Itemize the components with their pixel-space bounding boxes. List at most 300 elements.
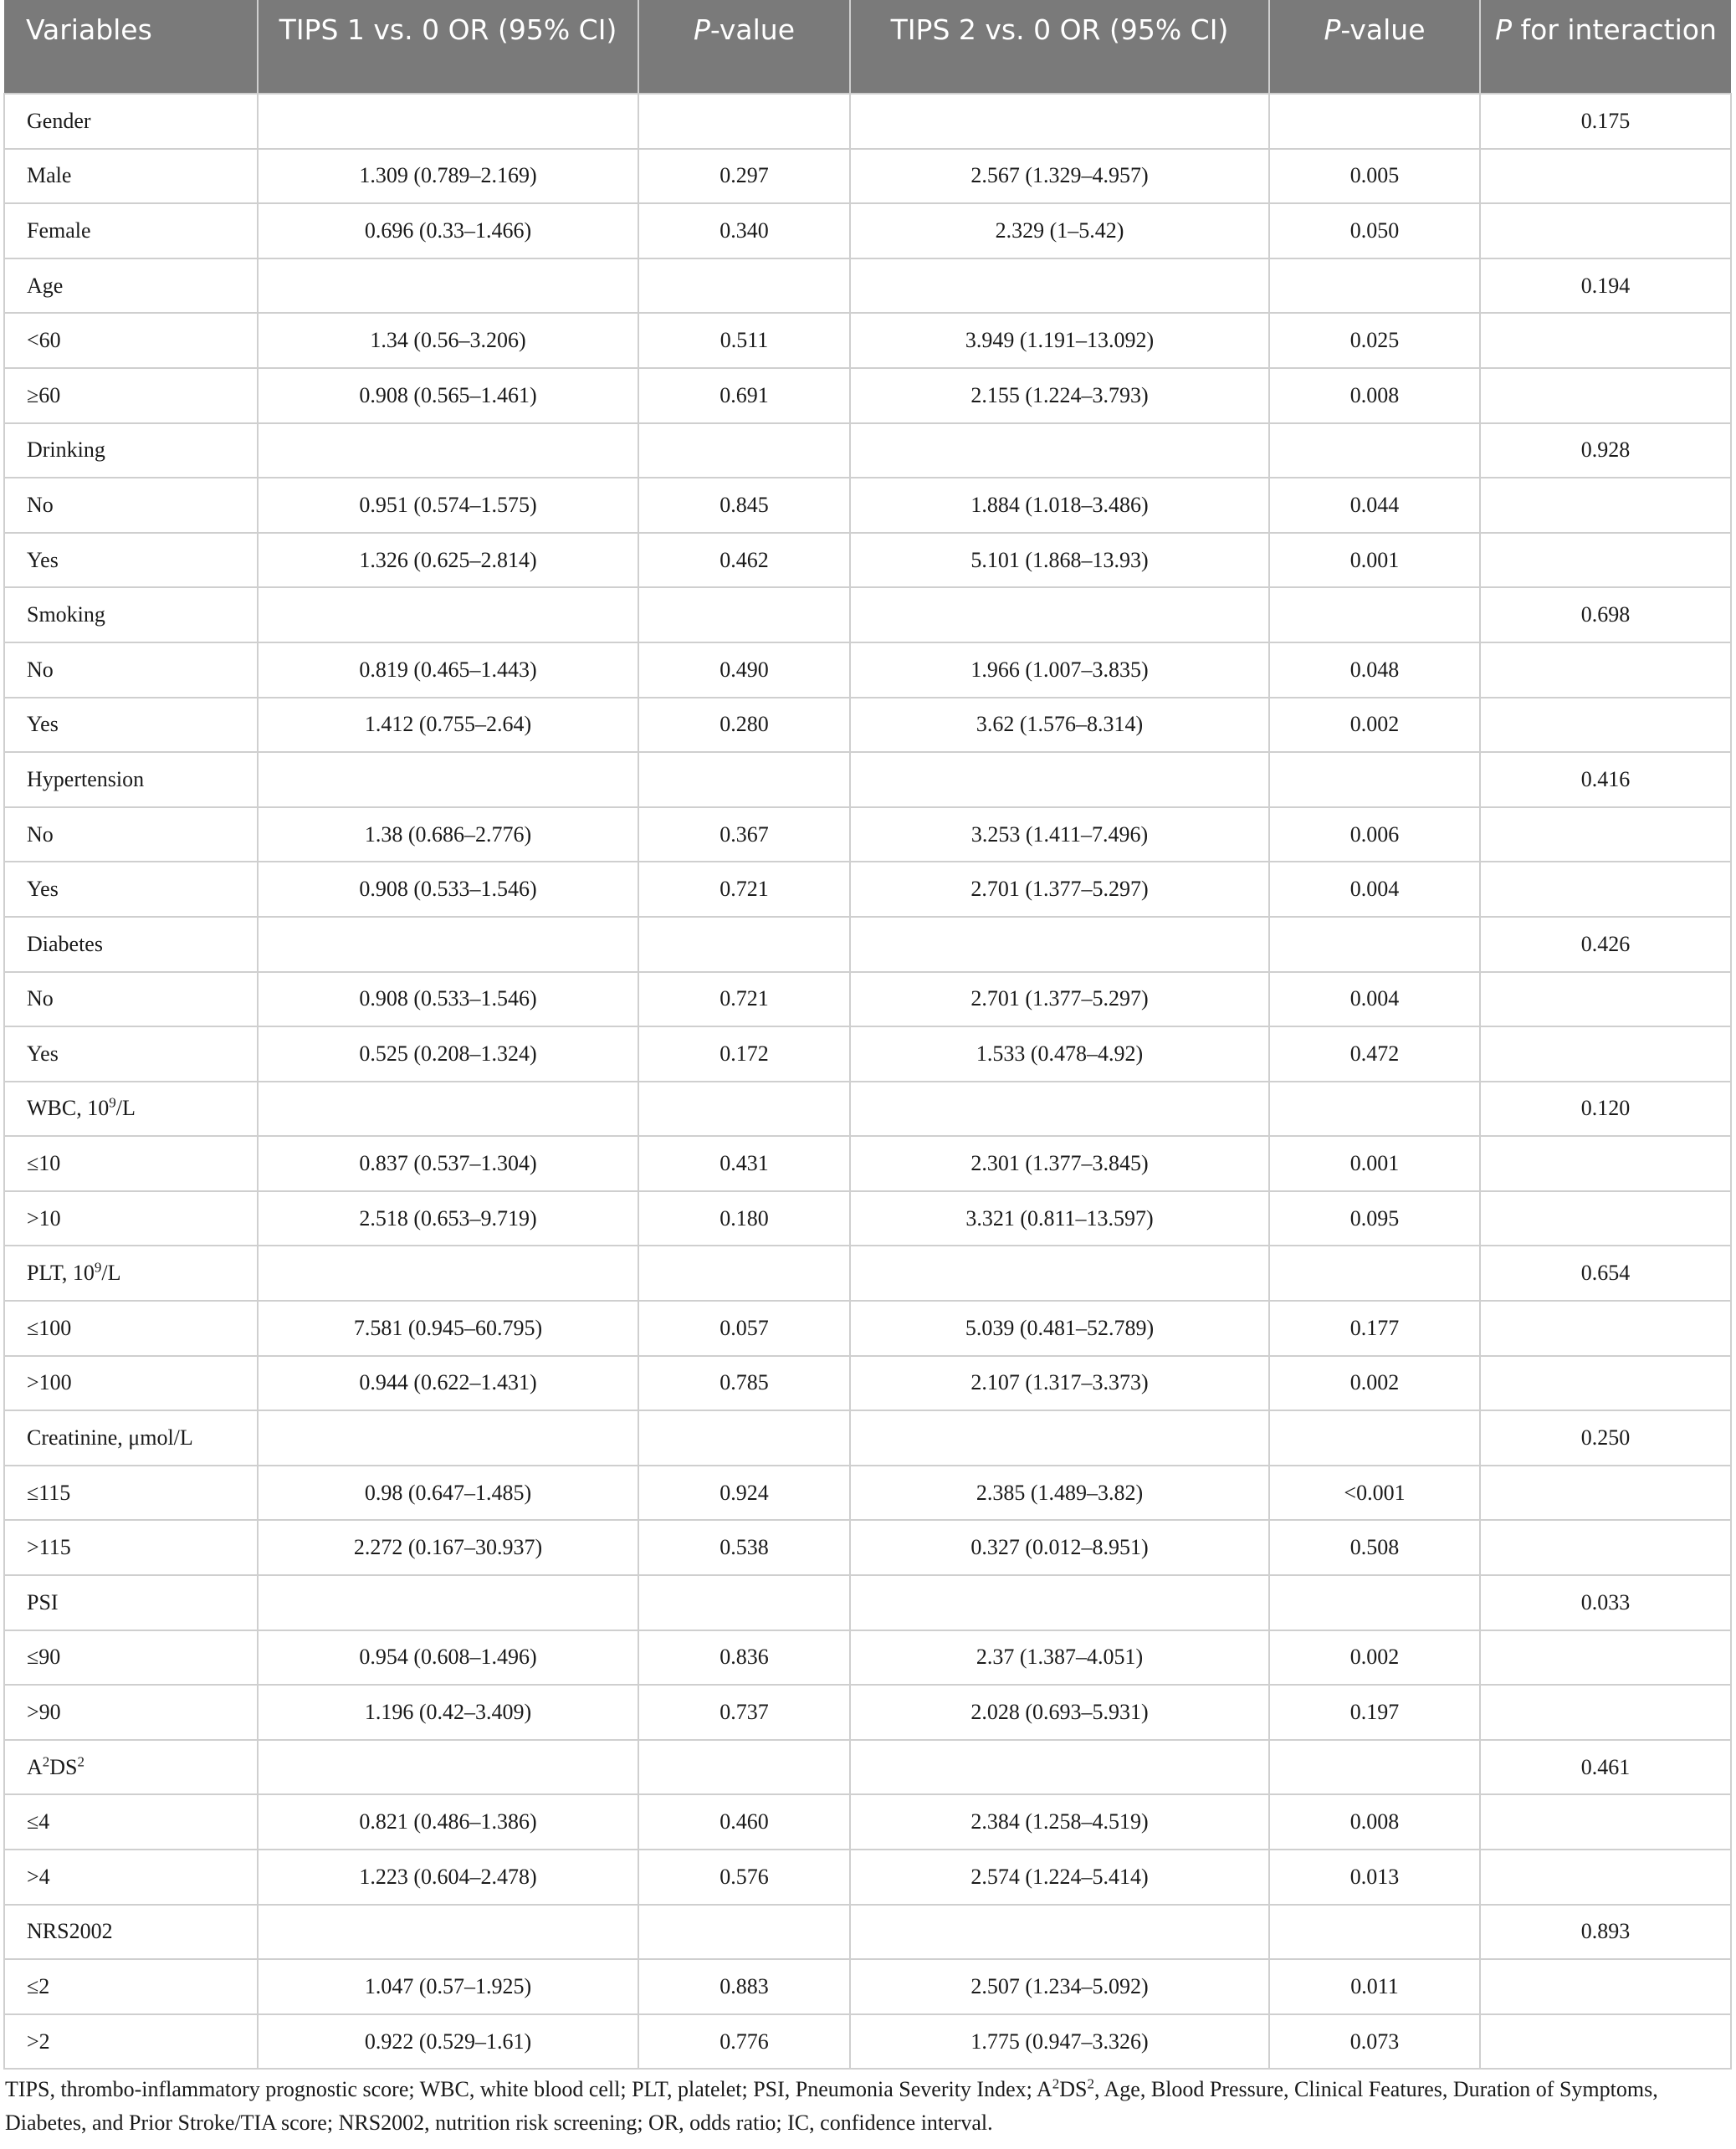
cell-variable	[4, 1082, 258, 1137]
cell-tips2-p: 0.073	[1269, 2014, 1480, 2070]
cell-tips1-or	[258, 258, 638, 314]
cell-tips1-or	[258, 1575, 638, 1630]
cell-variable	[4, 1794, 258, 1850]
cell-tips1-p	[638, 1410, 850, 1466]
footnote-sup1: 2	[1052, 2075, 1060, 2092]
cell-tips1-or: 2.272 (0.167–30.937)	[258, 1520, 638, 1575]
cell-p-interaction	[1480, 862, 1731, 917]
cell-tips2-or: 3.321 (0.811–13.597)	[850, 1191, 1269, 1246]
cell-variable	[4, 149, 258, 204]
cell-p-interaction: 0.194	[1480, 258, 1731, 314]
cell-tips1-or	[258, 1082, 638, 1137]
cell-tips1-or: 0.954 (0.608–1.496)	[258, 1630, 638, 1686]
cell-tips1-p: 0.462	[638, 533, 850, 588]
cell-tips2-or	[850, 752, 1269, 807]
cell-variable	[4, 587, 258, 642]
cell-tips1-p: 0.924	[638, 1466, 850, 1521]
header-tips2-label: TIPS 2 vs. 0 OR (95% CI)	[890, 13, 1229, 46]
cell-p-interaction	[1480, 1356, 1731, 1411]
variable-label: >90	[27, 1700, 61, 1725]
cell-tips2-p: 0.044	[1269, 478, 1480, 533]
cell-variable	[4, 807, 258, 862]
cell-p-interaction: 0.461	[1480, 1740, 1731, 1795]
cell-tips1-or: 7.581 (0.945–60.795)	[258, 1301, 638, 1356]
cell-tips1-p: 0.297	[638, 149, 850, 204]
cell-variable	[4, 698, 258, 753]
table-row	[4, 1630, 1731, 1686]
cell-tips2-or: 2.567 (1.329–4.957)	[850, 149, 1269, 204]
cell-tips1-p: 0.576	[638, 1850, 850, 1905]
variable-label-superscript-2: 2	[77, 1752, 85, 1769]
cell-p-interaction	[1480, 698, 1731, 753]
cell-p-interaction	[1480, 1685, 1731, 1740]
cell-p-interaction	[1480, 642, 1731, 698]
cell-tips1-or: 0.951 (0.574–1.575)	[258, 478, 638, 533]
header-p2-italic: P	[1324, 13, 1341, 46]
cell-variable	[4, 1026, 258, 1082]
cell-tips1-or: 0.819 (0.465–1.443)	[258, 642, 638, 698]
table-row	[4, 972, 1731, 1027]
table-row	[4, 1246, 1731, 1301]
variable-label: Yes	[27, 877, 59, 902]
cell-tips1-or	[258, 1410, 638, 1466]
table-row	[4, 917, 1731, 972]
header-p2	[1269, 0, 1480, 94]
variable-label: Age	[27, 273, 64, 298]
table-row	[4, 642, 1731, 698]
table-row	[4, 1685, 1731, 1740]
cell-variable	[4, 1301, 258, 1356]
cell-tips1-p	[638, 917, 850, 972]
table-row	[4, 258, 1731, 314]
variable-label: >115	[27, 1535, 71, 1560]
cell-tips2-p: 0.025	[1269, 313, 1480, 368]
cell-tips1-or: 1.412 (0.755–2.64)	[258, 698, 638, 753]
table-row	[4, 203, 1731, 258]
cell-tips1-p: 0.431	[638, 1136, 850, 1191]
cell-tips2-p: 0.008	[1269, 368, 1480, 423]
cell-tips1-or: 1.309 (0.789–2.169)	[258, 149, 638, 204]
cell-tips1-or: 0.837 (0.537–1.304)	[258, 1136, 638, 1191]
table-row	[4, 1136, 1731, 1191]
variable-label-superscript: 9	[109, 1094, 116, 1111]
cell-tips2-p: 0.008	[1269, 1794, 1480, 1850]
cell-tips2-p	[1269, 94, 1480, 149]
cell-p-interaction	[1480, 478, 1731, 533]
cell-tips1-or: 0.908 (0.533–1.546)	[258, 862, 638, 917]
variable-label: ≤10	[27, 1151, 61, 1176]
cell-tips2-p: 0.177	[1269, 1301, 1480, 1356]
table-row	[4, 1740, 1731, 1795]
cell-tips2-or: 3.949 (1.191–13.092)	[850, 313, 1269, 368]
variable-label: >100	[27, 1370, 72, 1395]
cell-tips2-or: 3.253 (1.411–7.496)	[850, 807, 1269, 862]
cell-tips2-or: 1.775 (0.947–3.326)	[850, 2014, 1269, 2070]
cell-tips2-or: 2.701 (1.377–5.297)	[850, 862, 1269, 917]
table-row	[4, 313, 1731, 368]
header-tips2-or	[850, 0, 1269, 94]
cell-tips2-or	[850, 258, 1269, 314]
variable-label-tail: DS	[49, 1754, 78, 1779]
cell-tips2-p	[1269, 1082, 1480, 1137]
cell-p-interaction	[1480, 1850, 1731, 1905]
cell-tips2-or	[850, 917, 1269, 972]
cell-tips2-p: 0.197	[1269, 1685, 1480, 1740]
cell-p-interaction	[1480, 1466, 1731, 1521]
header-variables-label: Variables	[26, 13, 152, 46]
table-body	[4, 94, 1731, 2069]
footnote-part3: , Age, Blood Pressure, Clinical Features, Duration of Symptoms, Diabetes, and Prior Stroke/TIA score; NRS2002, nutrition risk screening; OR, odds ratio; IC, confidence interval.	[5, 2077, 1658, 2135]
cell-tips2-or: 5.039 (0.481–52.789)	[850, 1301, 1269, 1356]
cell-tips1-or: 1.38 (0.686–2.776)	[258, 807, 638, 862]
cell-tips1-p: 0.180	[638, 1191, 850, 1246]
cell-tips2-or: 0.327 (0.012–8.951)	[850, 1520, 1269, 1575]
variable-label: PLT, 10	[27, 1261, 95, 1286]
cell-tips1-or	[258, 917, 638, 972]
cell-tips2-p	[1269, 1905, 1480, 1960]
cell-variable	[4, 1191, 258, 1246]
variable-label: Gender	[27, 108, 91, 133]
cell-tips1-p: 0.280	[638, 698, 850, 753]
cell-tips2-or: 2.385 (1.489–3.82)	[850, 1466, 1269, 1521]
variable-label: >4	[27, 1864, 50, 1889]
variable-label: Diabetes	[27, 931, 103, 956]
cell-tips1-or: 1.326 (0.625–2.814)	[258, 533, 638, 588]
cell-tips1-or: 0.908 (0.533–1.546)	[258, 972, 638, 1027]
cell-p-interaction: 0.698	[1480, 587, 1731, 642]
cell-tips1-p: 0.538	[638, 1520, 850, 1575]
cell-tips2-p	[1269, 1575, 1480, 1630]
header-variables	[4, 0, 258, 94]
cell-tips1-p: 0.490	[638, 642, 850, 698]
cell-p-interaction	[1480, 1794, 1731, 1850]
cell-p-interaction: 0.033	[1480, 1575, 1731, 1630]
cell-p-interaction	[1480, 972, 1731, 1027]
cell-tips2-or	[850, 1246, 1269, 1301]
variable-label: A	[27, 1754, 43, 1779]
variable-label-superscript: 9	[94, 1259, 102, 1276]
cell-tips1-or: 0.696 (0.33–1.466)	[258, 203, 638, 258]
cell-tips1-or	[258, 1246, 638, 1301]
cell-p-interaction	[1480, 1630, 1731, 1686]
cell-variable	[4, 478, 258, 533]
cell-tips1-or: 1.196 (0.42–3.409)	[258, 1685, 638, 1740]
cell-variable	[4, 862, 258, 917]
cell-p-interaction	[1480, 1136, 1731, 1191]
cell-variable	[4, 1246, 258, 1301]
variable-label: Hypertension	[27, 766, 145, 791]
cell-variable	[4, 94, 258, 149]
cell-tips1-p	[638, 1246, 850, 1301]
table-row	[4, 807, 1731, 862]
cell-tips2-p: 0.004	[1269, 862, 1480, 917]
cell-tips2-or: 2.574 (1.224–5.414)	[850, 1850, 1269, 1905]
cell-p-interaction	[1480, 313, 1731, 368]
variable-label: NRS2002	[27, 1919, 113, 1944]
cell-p-interaction	[1480, 1520, 1731, 1575]
variable-label-tail: /L	[115, 1096, 136, 1121]
cell-p-interaction	[1480, 1301, 1731, 1356]
cell-tips1-or	[258, 1905, 638, 1960]
variable-label: ≤4	[27, 1809, 50, 1834]
cell-tips1-p	[638, 1905, 850, 1960]
cell-tips1-p	[638, 587, 850, 642]
table-row	[4, 2014, 1731, 2070]
cell-tips1-or: 0.821 (0.486–1.386)	[258, 1794, 638, 1850]
cell-tips2-or	[850, 1082, 1269, 1137]
cell-p-interaction	[1480, 149, 1731, 204]
cell-variable	[4, 1575, 258, 1630]
cell-tips1-p: 0.776	[638, 2014, 850, 2070]
cell-p-interaction: 0.416	[1480, 752, 1731, 807]
cell-p-interaction: 0.928	[1480, 423, 1731, 478]
cell-tips2-or	[850, 587, 1269, 642]
cell-variable	[4, 1410, 258, 1466]
cell-tips2-or: 1.884 (1.018–3.486)	[850, 478, 1269, 533]
cell-tips1-or	[258, 587, 638, 642]
cell-p-interaction	[1480, 1026, 1731, 1082]
cell-tips2-p: 0.095	[1269, 1191, 1480, 1246]
cell-tips2-or: 2.301 (1.377–3.845)	[850, 1136, 1269, 1191]
cell-tips2-p	[1269, 587, 1480, 642]
table-row	[4, 368, 1731, 423]
variable-label: WBC, 10	[27, 1096, 110, 1121]
cell-tips1-or	[258, 752, 638, 807]
cell-tips1-or: 0.525 (0.208–1.324)	[258, 1026, 638, 1082]
cell-tips1-p: 0.836	[638, 1630, 850, 1686]
cell-tips1-p: 0.172	[638, 1026, 850, 1082]
variable-label: Female	[27, 217, 91, 243]
cell-variable	[4, 1520, 258, 1575]
table-row	[4, 1466, 1731, 1521]
cell-tips1-p: 0.845	[638, 478, 850, 533]
variable-label: Drinking	[27, 437, 105, 463]
table-row	[4, 423, 1731, 478]
variable-label: ≤2	[27, 1973, 50, 1998]
cell-variable	[4, 1959, 258, 2014]
cell-p-interaction	[1480, 1959, 1731, 2014]
cell-variable	[4, 642, 258, 698]
cell-tips2-or: 2.329 (1–5.42)	[850, 203, 1269, 258]
cell-p-interaction: 0.175	[1480, 94, 1731, 149]
cell-tips2-p: 0.013	[1269, 1850, 1480, 1905]
cell-variable	[4, 1850, 258, 1905]
variable-label: No	[27, 657, 54, 682]
cell-tips2-p	[1269, 752, 1480, 807]
footnote-sup2: 2	[1087, 2075, 1094, 2092]
cell-p-interaction	[1480, 533, 1731, 588]
header-p-interaction	[1480, 0, 1731, 94]
cell-variable	[4, 1630, 258, 1686]
cell-variable	[4, 1356, 258, 1411]
cell-variable	[4, 972, 258, 1027]
cell-tips1-or	[258, 94, 638, 149]
cell-variable	[4, 313, 258, 368]
cell-tips1-or: 2.518 (0.653–9.719)	[258, 1191, 638, 1246]
cell-tips2-p: 0.050	[1269, 203, 1480, 258]
header-pint-rest: for interaction	[1512, 13, 1717, 46]
cell-tips2-or: 3.62 (1.576–8.314)	[850, 698, 1269, 753]
cell-tips2-or: 2.507 (1.234–5.092)	[850, 1959, 1269, 2014]
cell-tips2-p: 0.002	[1269, 1356, 1480, 1411]
cell-tips1-p: 0.340	[638, 203, 850, 258]
cell-tips2-p	[1269, 917, 1480, 972]
cell-tips2-p: 0.508	[1269, 1520, 1480, 1575]
cell-variable	[4, 423, 258, 478]
cell-tips2-or: 1.533 (0.478–4.92)	[850, 1026, 1269, 1082]
cell-tips2-p: 0.002	[1269, 698, 1480, 753]
cell-p-interaction: 0.426	[1480, 917, 1731, 972]
table-row	[4, 1575, 1731, 1630]
variable-label: <60	[27, 328, 61, 353]
table-row	[4, 1850, 1731, 1905]
table-row	[4, 1191, 1731, 1246]
cell-p-interaction	[1480, 2014, 1731, 2070]
table-row	[4, 1410, 1731, 1466]
variable-label: Yes	[27, 712, 59, 737]
cell-tips2-p	[1269, 1246, 1480, 1301]
cell-tips1-p: 0.785	[638, 1356, 850, 1411]
table-row	[4, 1905, 1731, 1960]
cell-tips1-p	[638, 258, 850, 314]
cell-tips1-or	[258, 423, 638, 478]
cell-tips2-or	[850, 1575, 1269, 1630]
cell-tips1-p	[638, 423, 850, 478]
header-pint-italic: P	[1495, 13, 1513, 46]
cell-p-interaction: 0.250	[1480, 1410, 1731, 1466]
cell-variable	[4, 368, 258, 423]
cell-tips1-p: 0.691	[638, 368, 850, 423]
table-row	[4, 94, 1731, 149]
table-row	[4, 698, 1731, 753]
cell-variable	[4, 1685, 258, 1740]
cell-tips2-or: 2.028 (0.693–5.931)	[850, 1685, 1269, 1740]
cell-tips1-or: 1.047 (0.57–1.925)	[258, 1959, 638, 2014]
cell-p-interaction: 0.893	[1480, 1905, 1731, 1960]
cell-tips1-or: 0.908 (0.565–1.461)	[258, 368, 638, 423]
cell-tips1-p: 0.367	[638, 807, 850, 862]
cell-tips2-or: 1.966 (1.007–3.835)	[850, 642, 1269, 698]
variable-label: >2	[27, 2029, 50, 2054]
cell-tips1-p: 0.511	[638, 313, 850, 368]
cell-tips2-p: 0.002	[1269, 1630, 1480, 1686]
cell-variable	[4, 752, 258, 807]
variable-label: PSI	[27, 1589, 59, 1614]
variable-label: ≤100	[27, 1315, 72, 1340]
cell-tips1-or: 1.223 (0.604–2.478)	[258, 1850, 638, 1905]
cell-p-interaction: 0.120	[1480, 1082, 1731, 1137]
cell-variable	[4, 258, 258, 314]
cell-tips1-p	[638, 1740, 850, 1795]
variable-label-superscript: 2	[42, 1752, 50, 1769]
cell-tips2-or: 2.701 (1.377–5.297)	[850, 972, 1269, 1027]
variable-label: ≤115	[27, 1480, 71, 1505]
table-row	[4, 1026, 1731, 1082]
cell-tips1-p: 0.460	[638, 1794, 850, 1850]
footnote-part1: TIPS, thrombo-inflammatory prognostic score; WBC, white blood cell; PLT, platelet; PSI, Pneumonia Severity Index; A	[5, 2077, 1052, 2101]
table-row	[4, 1301, 1731, 1356]
cell-p-interaction: 0.654	[1480, 1246, 1731, 1301]
variable-label: >10	[27, 1205, 61, 1231]
cell-tips2-or: 5.101 (1.868–13.93)	[850, 533, 1269, 588]
cell-tips2-or	[850, 1410, 1269, 1466]
cell-tips1-p: 0.883	[638, 1959, 850, 2014]
cell-variable	[4, 2014, 258, 2070]
cell-variable	[4, 203, 258, 258]
cell-tips2-p	[1269, 258, 1480, 314]
variable-label: No	[27, 821, 54, 847]
variable-label: Yes	[27, 1041, 59, 1066]
table-row	[4, 1794, 1731, 1850]
cell-tips2-or: 2.155 (1.224–3.793)	[850, 368, 1269, 423]
table-row	[4, 1082, 1731, 1137]
cell-tips2-p: 0.472	[1269, 1026, 1480, 1082]
variable-label: Male	[27, 163, 72, 188]
cell-tips1-or: 1.34 (0.56–3.206)	[258, 313, 638, 368]
table-footnote	[5, 2073, 1728, 2140]
cell-variable	[4, 1905, 258, 1960]
variable-label: ≥60	[27, 382, 61, 407]
cell-tips2-or	[850, 423, 1269, 478]
cell-tips1-or: 0.944 (0.622–1.431)	[258, 1356, 638, 1411]
cell-tips2-or: 2.37 (1.387–4.051)	[850, 1630, 1269, 1686]
header-p1-rest: -value	[709, 13, 796, 46]
cell-tips1-p	[638, 94, 850, 149]
table-row	[4, 533, 1731, 588]
table-row	[4, 752, 1731, 807]
header-p1-italic: P	[693, 13, 710, 46]
cell-tips2-or	[850, 94, 1269, 149]
cell-variable	[4, 1466, 258, 1521]
variable-label: Creatinine, μmol/L	[27, 1425, 193, 1451]
variable-label: No	[27, 986, 54, 1011]
cell-tips1-p	[638, 1575, 850, 1630]
table-row	[4, 478, 1731, 533]
cell-tips1-or: 0.922 (0.529–1.61)	[258, 2014, 638, 2070]
cell-tips1-p	[638, 1082, 850, 1137]
cell-tips2-p	[1269, 1740, 1480, 1795]
cell-tips2-p: 0.011	[1269, 1959, 1480, 2014]
cell-variable	[4, 917, 258, 972]
cell-tips2-p: 0.001	[1269, 1136, 1480, 1191]
variable-label-tail: /L	[101, 1261, 121, 1286]
variable-label: Yes	[27, 547, 59, 572]
table-row	[4, 149, 1731, 204]
table-row	[4, 1959, 1731, 2014]
cell-tips2-or: 2.107 (1.317–3.373)	[850, 1356, 1269, 1411]
cell-tips2-p: 0.005	[1269, 149, 1480, 204]
cell-tips2-p: 0.006	[1269, 807, 1480, 862]
footnote-part2: DS	[1059, 2077, 1088, 2101]
table-row	[4, 587, 1731, 642]
cell-tips2-or	[850, 1905, 1269, 1960]
variable-label: ≤90	[27, 1645, 61, 1670]
cell-p-interaction	[1480, 368, 1731, 423]
table-row	[4, 1520, 1731, 1575]
cell-tips2-p: <0.001	[1269, 1466, 1480, 1521]
cell-tips1-p: 0.721	[638, 862, 850, 917]
subgroup-analysis-table	[3, 0, 1732, 2070]
cell-tips2-p: 0.001	[1269, 533, 1480, 588]
cell-tips2-or	[850, 1740, 1269, 1795]
cell-variable	[4, 533, 258, 588]
cell-tips1-or	[258, 1740, 638, 1795]
header-tips1-or	[258, 0, 638, 94]
table-row	[4, 1356, 1731, 1411]
variable-label: Smoking	[27, 602, 105, 627]
cell-tips1-p: 0.737	[638, 1685, 850, 1740]
variable-label: No	[27, 492, 54, 517]
